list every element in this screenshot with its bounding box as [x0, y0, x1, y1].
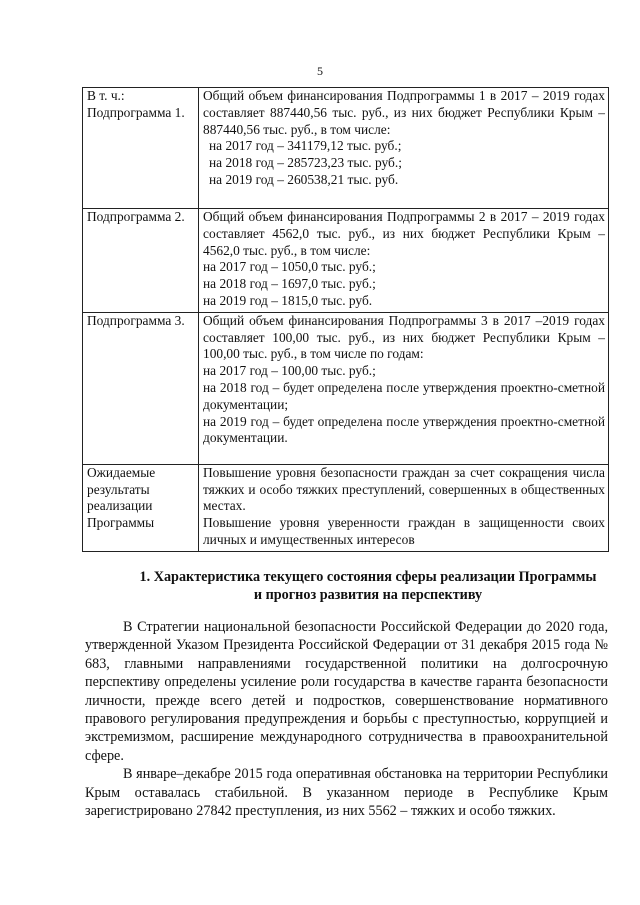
text-line: на 2017 год – 1050,0 тыс. руб.; — [203, 259, 376, 275]
paragraph: В Стратегии национальной безопасности Российской Федерации до 2020 года, утвержденной Указом Президента Российской Федерации от 31 декабря 2015 года № 683, главными направлениями государственной политики на долгосрочную перспективу определены усиление роли государства в качестве гаранта безопасности личности, прежде всего детей и подростков, совершенствование нормативного правового регулирования предупреждения и борьбы с преступностью, коррупцией и экстремизмом, расширение международного сотрудничества в правоохранительной сфере. — [85, 619, 608, 764]
paragraph: В январе–декабре 2015 года оперативная обстановка на территории Республики Крым оставалась стабильной. В указанном периоде в Республике Крым зарегистрировано 27842 преступления, из них 5562 – тяжких и особо тяжких. — [85, 766, 608, 820]
text-line: на 2018 год – 285723,23 тыс. руб.; — [209, 155, 402, 171]
label-line: Подпрограмма 2. — [87, 209, 185, 224]
label-line: Подпрограмма 3. — [87, 312, 185, 328]
text-line: на 2017 год – 341179,12 тыс. руб.; — [209, 138, 402, 154]
page-number: 5 — [317, 64, 323, 78]
row-label — [83, 88, 199, 209]
label-line: В т. ч.: — [87, 88, 125, 103]
text-line: Общий объем финансирования Подпрограммы 1 в 2017 – 2019 годах составляет 887440,56 тыс. руб., из них бюджет Республики Крым – 887440,56 тыс. руб., в том числе: — [203, 88, 605, 137]
row-text — [199, 464, 609, 551]
text-line: на 2018 год – будет определена после утверждения проектно-сметной документации; — [203, 379, 605, 412]
label-line: Ожидаемые результаты реализации Программы — [87, 464, 156, 531]
table-row — [83, 88, 609, 209]
row-label — [83, 209, 199, 313]
financing-table — [82, 87, 609, 552]
text-line: Повышение уровня безопасности граждан за счет сокращения числа тяжких и особо тяжких преступлений, совершенных в общественных местах. — [203, 464, 605, 514]
row-text — [199, 88, 609, 209]
row-text — [199, 312, 609, 464]
table-row — [83, 464, 609, 551]
text-line: на 2019 год – 260538,21 тыс. руб. — [209, 171, 399, 187]
text-line: Общий объем финансирования Подпрограммы 3 в 2017 –2019 годах составляет 100,00 тыс. руб., из них бюджет Республики Крым – 100,00 тыс. руб., в том числе по годам: — [203, 312, 605, 362]
section-heading — [118, 568, 618, 604]
table-row — [83, 312, 609, 464]
heading-line: и прогноз развития на перспективу — [253, 587, 483, 603]
text-line: на 2017 год – 100,00 тыс. руб.; — [203, 363, 376, 379]
text-line: на 2019 год – 1815,0 тыс. руб. — [203, 292, 373, 308]
text-line: Повышение уровня уверенности граждан в защищенности своих личных и имущественных интересов — [203, 515, 605, 547]
text-line: на 2018 год – 1697,0 тыс. руб.; — [203, 276, 376, 292]
heading-line: 1. Характеристика текущего состояния сферы реализации Программы — [139, 569, 597, 585]
text-line: Общий объем финансирования Подпрограммы 2 в 2017 – 2019 годах составляет 4562,0 тыс. руб., из них бюджет Республики Крым – 4562,0 тыс. руб., в том числе: — [203, 209, 605, 258]
section-body — [85, 618, 608, 820]
row-label — [83, 464, 199, 551]
row-label — [83, 312, 199, 464]
table-row — [83, 209, 609, 313]
label-line: Подпрограмма 1. — [87, 104, 185, 120]
text-line: на 2019 год – будет определена после утверждения проектно-сметной документации. — [203, 413, 605, 446]
row-text — [199, 209, 609, 313]
